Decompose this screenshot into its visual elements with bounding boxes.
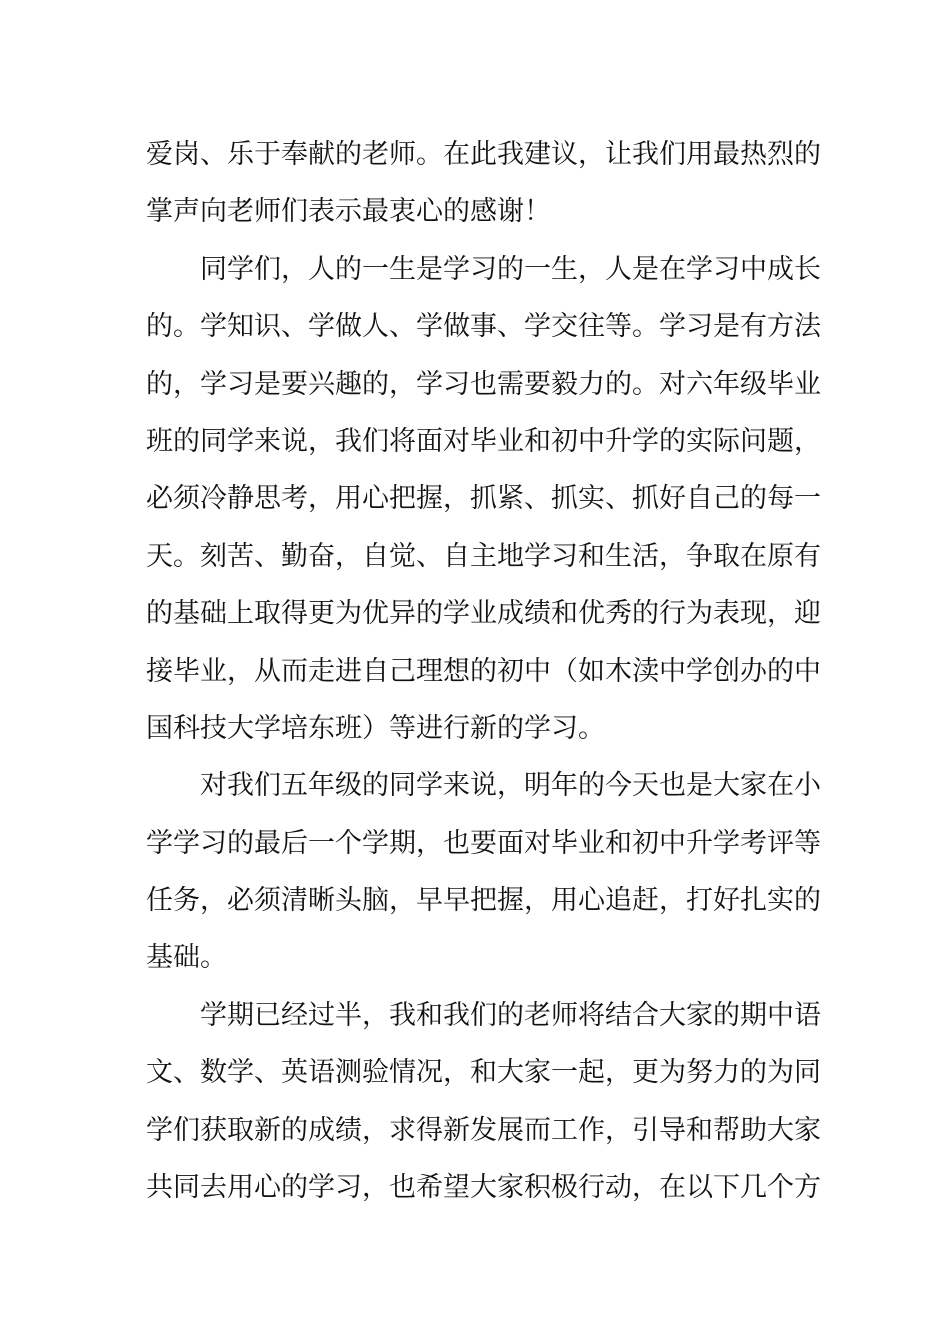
text-line: 的，学习是要兴趣的，学习也需要毅力的。对六年级毕业	[146, 368, 821, 400]
paragraph-first-line: 对我们五年级的同学来说，明年的今天也是大家在小	[200, 770, 821, 802]
text-line: 的。学知识、学做人、学做事、学交往等。学习是有方法	[146, 311, 821, 343]
text-line: 接毕业，从而走进自己理想的初中（如木渎中学创办的中	[146, 655, 821, 687]
document-body	[146, 126, 821, 1216]
text-line: 班的同学来说，我们将面对毕业和初中升学的实际问题，	[146, 425, 821, 457]
text-line: 文、数学、英语测验情况，和大家一起，更为努力的为同	[146, 1057, 821, 1089]
text-line: 天。刻苦、勤奋，自觉、自主地学习和生活，争取在原有	[146, 540, 821, 572]
text-line: 必须冷静思考，用心把握，抓紧、抓实、抓好自己的每一	[146, 483, 821, 515]
text-line: 掌声向老师们表示最衷心的感谢！	[146, 196, 551, 228]
text-line: 学们获取新的成绩，求得新发展而工作，引导和帮助大家	[146, 1114, 821, 1146]
text-line: 学学习的最后一个学期，也要面对毕业和初中升学考评等	[146, 827, 821, 859]
paragraph-first-line: 学期已经过半，我和我们的老师将结合大家的期中语	[200, 999, 821, 1031]
text-line: 共同去用心的学习，也希望大家积极行动，在以下几个方	[146, 1172, 821, 1204]
paragraph-first-line: 同学们，人的一生是学习的一生，人是在学习中成长	[200, 253, 821, 285]
text-line: 任务，必须清晰头脑，早早把握，用心追赶，打好扎实的	[146, 885, 821, 917]
text-line: 国科技大学培东班）等进行新的学习。	[146, 712, 605, 744]
text-line: 的基础上取得更为优异的学业成绩和优秀的行为表现，迎	[146, 598, 821, 630]
text-line: 爱岗、乐于奉献的老师。在此我建议，让我们用最热烈的	[146, 139, 821, 170]
text-line: 基础。	[146, 942, 227, 974]
